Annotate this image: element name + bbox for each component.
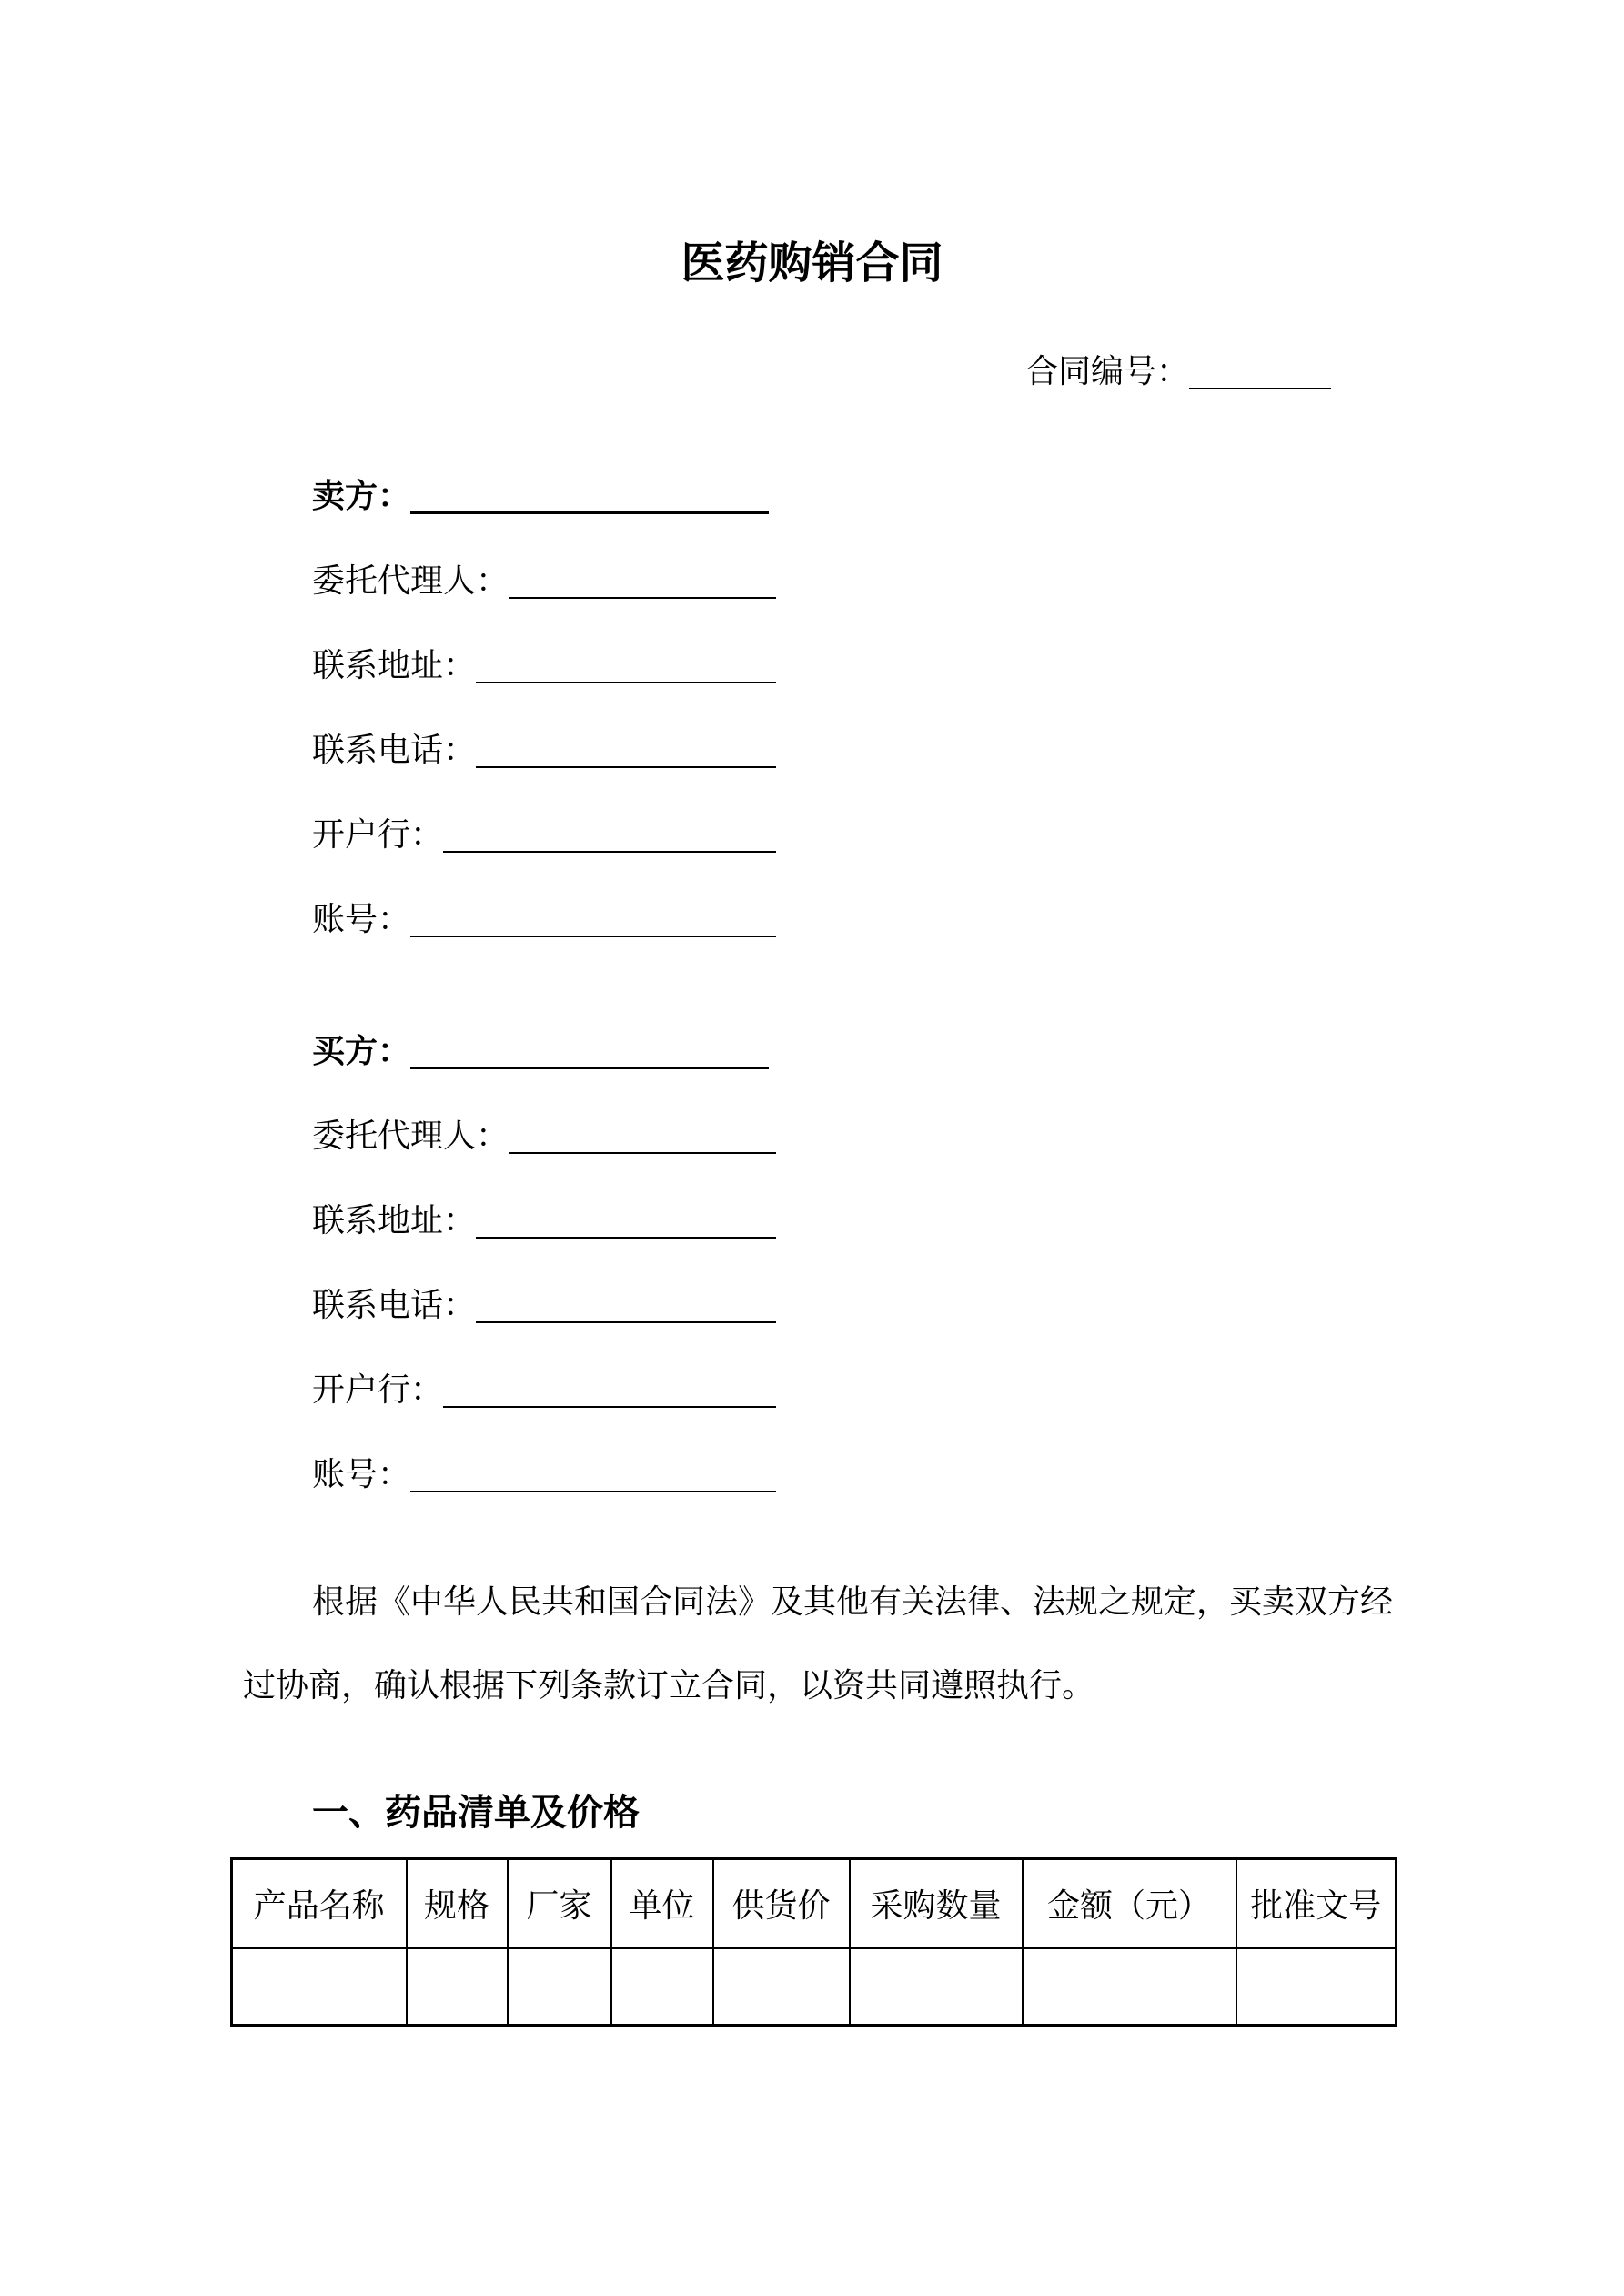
buyer-account-label: 账号：: [312, 1455, 411, 1492]
document-title: 医药购销合同: [681, 239, 943, 288]
buyer-bank-blank[interactable]: [443, 1371, 776, 1408]
buyer-bank-line: [230, 1347, 1394, 1431]
cell-unit[interactable]: [611, 1948, 713, 2026]
column-header-product-name: 产品名称: [232, 1859, 407, 1948]
column-header-spec: 规格: [407, 1859, 508, 1948]
seller-address-blank[interactable]: [476, 647, 776, 683]
seller-bank-blank[interactable]: [443, 816, 776, 853]
section1-heading: 一、药品清单及价格: [312, 1793, 640, 1833]
column-header-manufacturer: 厂家: [508, 1859, 611, 1948]
buyer-phone-label: 联系电话：: [312, 1286, 477, 1323]
buyer-agent-blank[interactable]: [509, 1118, 776, 1154]
buyer-heading-line: [230, 1008, 1394, 1093]
column-header-purchase-qty: 采购数量: [850, 1859, 1023, 1948]
seller-heading-label: 卖方：: [312, 477, 411, 514]
seller-address-line: [230, 622, 1394, 707]
drug-list-table: [230, 1857, 1397, 2027]
buyer-address-label: 联系地址：: [312, 1201, 477, 1239]
seller-phone-blank[interactable]: [476, 732, 776, 768]
buyer-name-blank[interactable]: [410, 1033, 769, 1069]
table-header-row: [232, 1859, 1397, 1948]
contract-number-label: 合同编号：: [1024, 352, 1189, 389]
buyer-phone-line: [230, 1262, 1394, 1347]
seller-agent-line: [230, 538, 1394, 622]
seller-phone-label: 联系电话：: [312, 731, 477, 768]
buyer-agent-line: [230, 1093, 1394, 1178]
cell-spec[interactable]: [407, 1948, 508, 2026]
party-fields: [230, 453, 1394, 1516]
cell-amount-yuan[interactable]: [1023, 1948, 1236, 2026]
seller-account-label: 账号：: [312, 900, 411, 937]
buyer-account-blank[interactable]: [410, 1456, 776, 1492]
buyer-agent-label: 委托代理人：: [312, 1117, 509, 1154]
seller-agent-label: 委托代理人：: [312, 561, 509, 599]
buyer-account-line: [230, 1431, 1394, 1516]
table-row: [232, 1948, 1397, 2026]
cell-supply-price[interactable]: [713, 1948, 850, 2026]
buyer-heading-label: 买方：: [312, 1032, 411, 1069]
seller-account-line: [230, 876, 1394, 961]
column-header-approval-number: 批准文号: [1236, 1859, 1397, 1948]
seller-name-blank[interactable]: [410, 478, 769, 514]
column-header-supply-price: 供货价: [713, 1859, 850, 1948]
buyer-address-blank[interactable]: [476, 1202, 776, 1239]
seller-address-label: 联系地址：: [312, 646, 477, 683]
buyer-bank-label: 开户行：: [312, 1371, 444, 1408]
seller-bank-line: [230, 792, 1394, 876]
intro-paragraph-line-2: 过协商，确认根据下列条款订立合同，以资共同遵照执行。: [243, 1666, 1095, 1704]
intro-paragraph: [230, 1560, 1394, 1727]
seller-agent-blank[interactable]: [509, 562, 776, 599]
contract-number-blank[interactable]: [1189, 353, 1331, 389]
cell-approval-number[interactable]: [1236, 1948, 1397, 2026]
column-header-amount-yuan: 金额（元）: [1023, 1859, 1236, 1948]
buyer-address-line: [230, 1178, 1394, 1262]
cell-product-name[interactable]: [232, 1948, 407, 2026]
cell-purchase-qty[interactable]: [850, 1948, 1023, 2026]
intro-paragraph-line-1: 根据《中华人民共和国合同法》及其他有关法律、法规之规定，买卖双方经: [312, 1583, 1394, 1620]
contract-number-line: [230, 346, 1394, 391]
buyer-phone-blank[interactable]: [476, 1287, 776, 1323]
seller-phone-line: [230, 707, 1394, 792]
seller-heading-line: [230, 453, 1394, 538]
column-header-unit: 单位: [611, 1859, 713, 1948]
seller-account-blank[interactable]: [410, 901, 776, 937]
cell-manufacturer[interactable]: [508, 1948, 611, 2026]
seller-bank-label: 开户行：: [312, 815, 444, 853]
